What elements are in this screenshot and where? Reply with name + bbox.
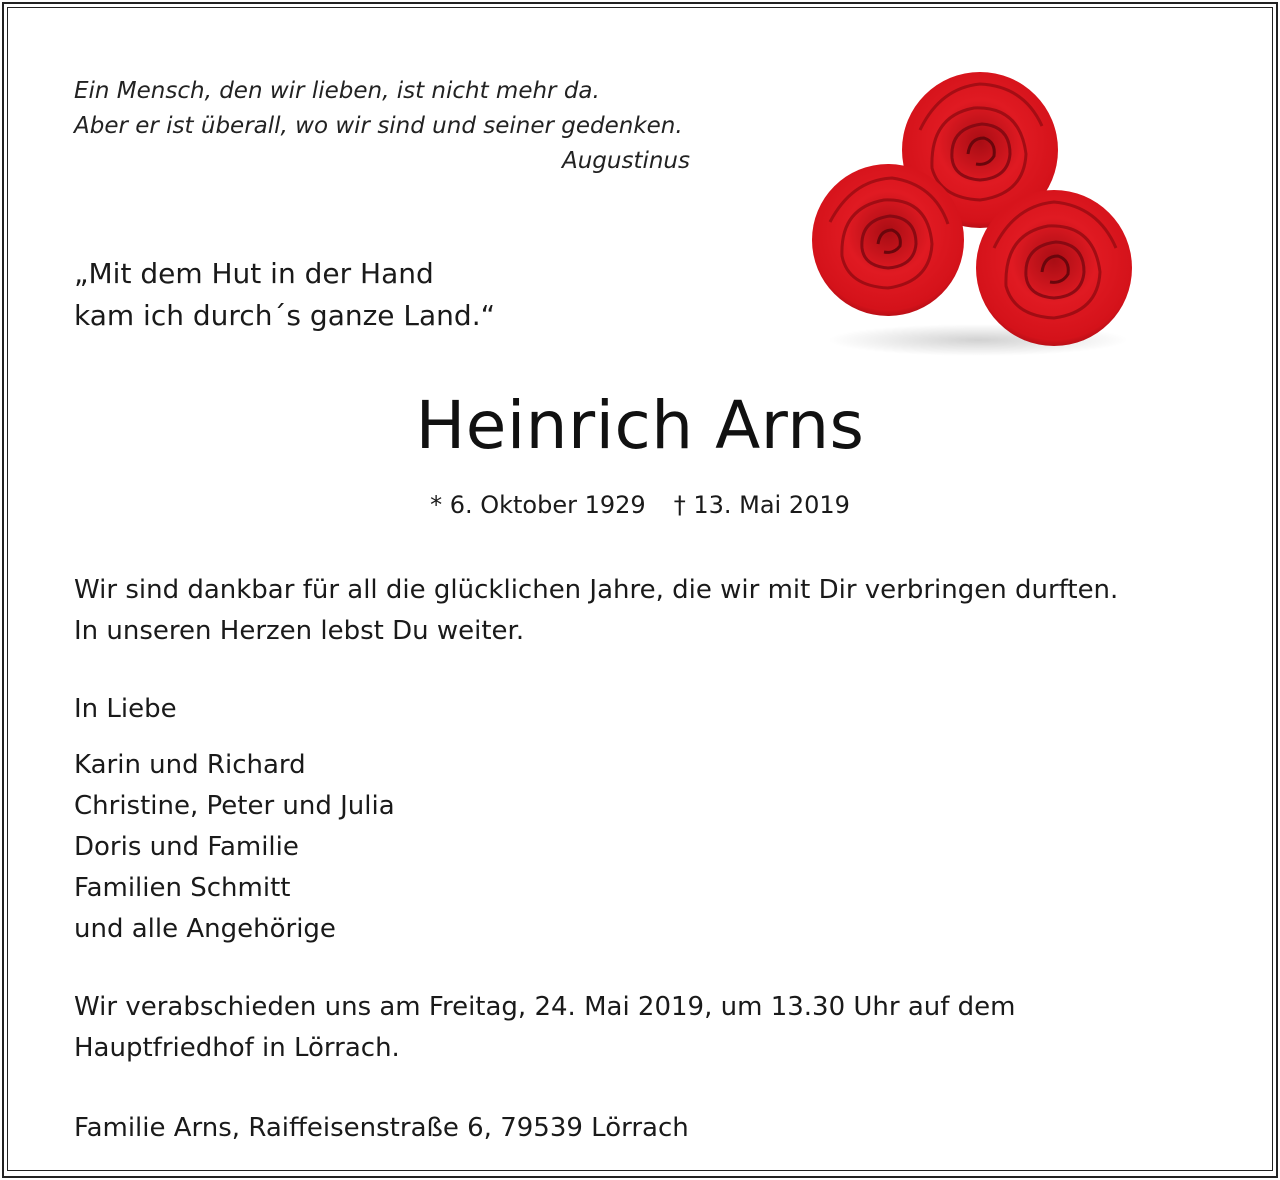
- motto-quote: [74, 253, 495, 337]
- signer: und alle Angehörige: [74, 914, 336, 944]
- farewell-line: Wir verabschieden uns am Freitag, 24. Mai 2019, um 13.30 Uhr auf dem: [74, 992, 1016, 1022]
- rose-left: [812, 164, 964, 316]
- farewell-line: Hauptfriedhof in Lörrach.: [74, 1033, 400, 1063]
- family-address: Familie Arns, Raiffeisenstraße 6, 79539 Lörrach: [74, 1113, 689, 1143]
- farewell-text: [74, 987, 1016, 1069]
- birth-date: * 6. Oktober 1929: [430, 491, 646, 519]
- signers-list: [74, 745, 395, 950]
- roses-image: [808, 72, 1138, 362]
- signer: Doris und Familie: [74, 832, 299, 862]
- life-dates: [0, 487, 1280, 523]
- closing-text: In Liebe: [74, 694, 177, 724]
- signer: Christine, Peter und Julia: [74, 791, 395, 821]
- quote-line: Aber er ist überall, wo wir sind und seiner gedenken.: [74, 113, 683, 139]
- deceased-name: Heinrich Arns: [415, 387, 865, 464]
- thanks-line: In unseren Herzen lebst Du weiter.: [74, 616, 525, 646]
- signer: Familien Schmitt: [74, 873, 291, 903]
- thanks-text: [74, 570, 1118, 652]
- motto-line: „Mit dem Hut in der Hand: [74, 257, 434, 290]
- death-date: † 13. Mai 2019: [673, 491, 850, 519]
- quote-author: Augustinus: [561, 148, 690, 174]
- thanks-line: Wir sind dankbar für all die glücklichen Jahre, die wir mit Dir verbringen durften.: [74, 575, 1119, 605]
- signer: Karin und Richard: [74, 750, 306, 780]
- augustinus-quote: [74, 74, 690, 179]
- rose-right: [976, 190, 1132, 346]
- motto-line: kam ich durch´s ganze Land.“: [74, 299, 496, 332]
- quote-line: Ein Mensch, den wir lieben, ist nicht mehr da.: [74, 78, 600, 104]
